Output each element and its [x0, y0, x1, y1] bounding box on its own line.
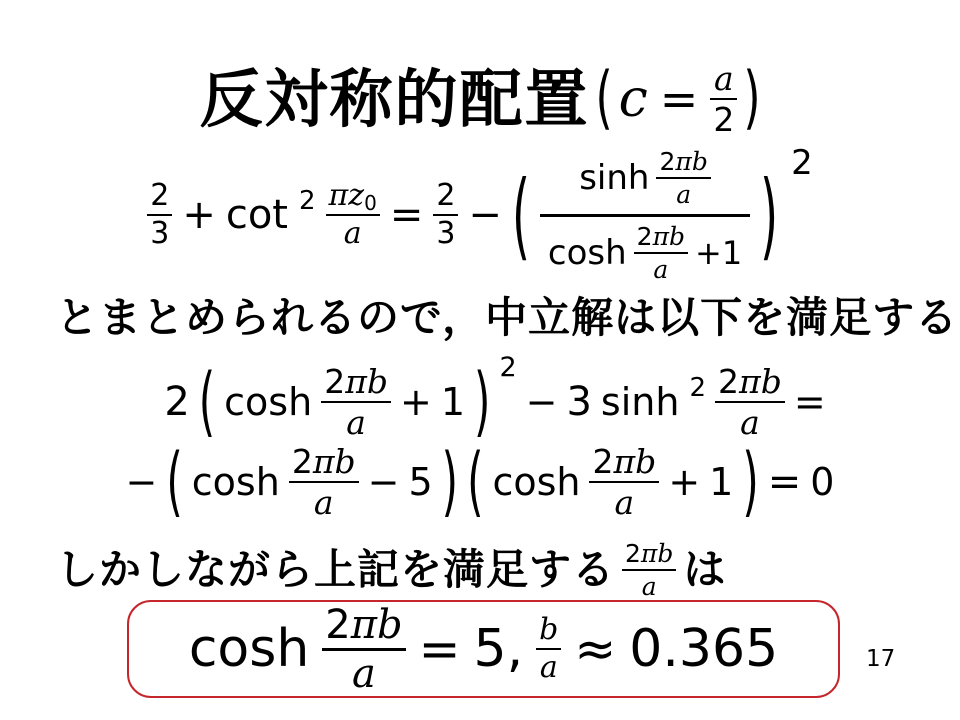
frac-2pib-over-a: [656, 148, 710, 208]
frac-num: [715, 364, 785, 401]
op-minus: −: [468, 192, 502, 238]
slide-title: [0, 40, 960, 158]
num-2: 2: [150, 178, 170, 213]
frac-den: [673, 179, 694, 208]
paren-close-big: ): [441, 437, 459, 526]
frac-den: [341, 216, 365, 250]
body-text-2-prefix: しかしながら上記を満足する: [56, 544, 616, 594]
result-box: [127, 600, 840, 698]
num-value: 0.365: [629, 619, 779, 679]
frac-b-over-a: [536, 614, 561, 684]
paren-close: ): [743, 58, 761, 138]
frac-den: [349, 651, 379, 695]
frac-den: [147, 216, 172, 250]
frac-2-over-3: [147, 180, 172, 250]
body-text-2: [56, 540, 726, 600]
var-c: c: [618, 69, 648, 129]
frac-2pib-over-a: [634, 223, 688, 283]
op-approx: ≈: [574, 620, 617, 678]
num-1: 1: [709, 460, 734, 504]
formula-neutral-line2: [0, 436, 960, 528]
var-pib: πb: [675, 146, 708, 176]
exponent-2: 2: [499, 352, 517, 383]
var-a: a: [346, 403, 366, 442]
op-plus: +: [695, 233, 722, 272]
frac-den: [650, 254, 671, 283]
frac-den: [311, 483, 337, 520]
frac-2pib-over-a: [622, 540, 676, 600]
num-2: 2: [164, 379, 190, 425]
frac-num: [589, 444, 659, 481]
fn-cot: cot: [225, 192, 288, 238]
num-2: 2: [291, 442, 313, 481]
op-minus: −: [367, 460, 400, 504]
num-2: 2: [713, 100, 735, 139]
fn-sinh: sinh: [579, 157, 650, 198]
num-2: 2: [436, 178, 456, 213]
paren-open-big: (: [467, 437, 484, 526]
frac-sinh-over-cosh: [540, 145, 750, 286]
num-2: 2: [325, 601, 351, 648]
var-a: a: [653, 254, 669, 284]
var-a: a: [352, 650, 376, 697]
paren-open-big: (: [198, 357, 216, 446]
paren-open-big: (: [166, 437, 183, 526]
fn-cosh: cosh: [188, 619, 310, 679]
frac-num: [711, 61, 737, 98]
var-a: a: [313, 483, 334, 522]
var-a: a: [641, 572, 657, 601]
op-equals: =: [389, 192, 424, 238]
exponent-2: 2: [299, 186, 316, 216]
paren-close-big: ): [760, 159, 779, 271]
fn-sinh: sinh: [600, 380, 680, 424]
var-a: a: [740, 403, 760, 442]
op-plus: +: [400, 380, 432, 424]
num-0: 0: [810, 460, 835, 504]
frac-2pib-over-a: [321, 364, 391, 440]
var-pib: πb: [640, 539, 674, 568]
frac-num: [656, 148, 710, 177]
num-3: 3: [150, 216, 170, 251]
frac-num: [571, 145, 719, 214]
paren-close-big: ): [474, 357, 491, 446]
frac-den: [710, 100, 737, 137]
var-pib: πb: [350, 601, 403, 648]
op-equals: =: [767, 459, 802, 505]
term-five-comma: [473, 619, 524, 679]
num-5: 5: [408, 460, 433, 504]
frac-den: [433, 216, 458, 250]
frac-2pib-over-a: [589, 444, 659, 520]
page-number: 17: [866, 646, 896, 672]
frac-2pib-over-a: [715, 364, 785, 440]
paren-open: (: [595, 58, 613, 138]
var-pib: πb: [312, 442, 356, 481]
frac-num: [289, 444, 359, 481]
op-equals: =: [793, 380, 826, 424]
fn-cosh: cosh: [492, 460, 581, 504]
frac-den: [537, 650, 561, 684]
frac-2pib-over-a: [322, 601, 405, 697]
op-equals: =: [418, 620, 461, 678]
var-a: a: [343, 216, 362, 251]
num-3: 3: [436, 216, 456, 251]
fn-cosh: cosh: [547, 232, 627, 273]
frac-num: [321, 364, 391, 401]
frac-den: [639, 571, 660, 600]
paren-open-big: (: [511, 159, 530, 271]
frac-a-over-2: [710, 61, 737, 137]
num-2: 2: [625, 539, 641, 568]
frac-num: [622, 540, 676, 569]
frac-den: [737, 403, 763, 440]
term-plus-one: [695, 233, 743, 272]
frac-2pib-over-a: [289, 444, 359, 520]
formula-main: [0, 143, 960, 284]
num-5: 5: [473, 619, 507, 679]
var-pib: πb: [613, 442, 657, 481]
num-2: 2: [718, 362, 739, 401]
frac-num: [147, 180, 172, 214]
var-piz: πz: [328, 178, 365, 213]
var-a: a: [676, 179, 692, 209]
title-japanese-text: 反対称的配置: [199, 62, 590, 136]
body-text-2-suffix: は: [683, 544, 727, 594]
op-plus: +: [668, 460, 701, 504]
op-equals: =: [659, 72, 699, 126]
op-minus: −: [125, 460, 158, 504]
exponent-2: 2: [689, 373, 706, 403]
frac-2-over-3: [433, 180, 458, 250]
fn-cosh: cosh: [224, 380, 313, 424]
body-text-1: とまとめられるので，中立解は以下を満足する: [56, 293, 959, 342]
var-a: a: [539, 650, 558, 685]
num-2: 2: [592, 442, 614, 481]
frac-num: [634, 223, 688, 252]
var-pib: πb: [652, 221, 685, 251]
op-plus: +: [182, 192, 216, 238]
var-pib: πb: [345, 362, 389, 401]
var-b: b: [539, 612, 559, 647]
num-1: 1: [440, 380, 466, 424]
subscript-0: 0: [364, 191, 377, 215]
num-1: 1: [721, 233, 743, 272]
var-a: a: [713, 59, 734, 98]
var-pib: πb: [739, 362, 782, 401]
frac-num: [322, 601, 405, 648]
var-a: a: [614, 483, 635, 522]
paren-close-big: ): [742, 437, 759, 526]
num-3: 3: [566, 379, 592, 425]
frac-num: [433, 180, 458, 214]
frac-num: [326, 180, 380, 214]
frac-den: [343, 403, 369, 440]
num-2: 2: [324, 362, 346, 401]
frac-num: [536, 614, 561, 648]
frac-den: [540, 217, 750, 286]
op-minus: −: [525, 380, 558, 424]
formula-neutral-line1: [0, 352, 960, 448]
frac-den: [612, 483, 638, 520]
frac-piz0-over-a: [326, 180, 380, 250]
exponent-2: 2: [791, 143, 813, 183]
punct-comma: ,: [506, 619, 524, 679]
num-2: 2: [636, 221, 653, 251]
num-2: 2: [659, 146, 676, 176]
fn-cosh: cosh: [191, 460, 280, 504]
